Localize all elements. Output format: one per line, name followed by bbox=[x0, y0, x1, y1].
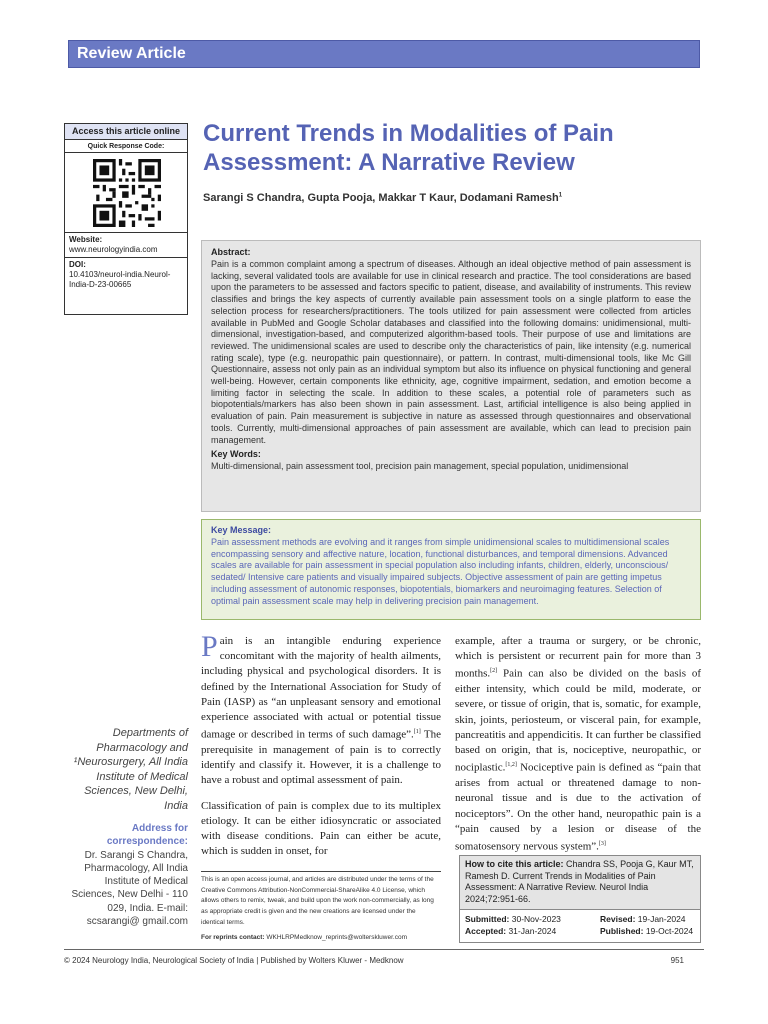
abstract-text: Pain is a common complaint among a spectrum of diseases. Although an ideal objective method of pain assessment is lacking, several validated tools are available for use in clinical research and practice. The tool considerations are based upon the parameters to be assessed and factors specific to patient, disease, and availability of instruments. This review classifies and brings the key aspects of currently available pain assessment tools on a single platform to ease the selection process for researchers/practitioners. The tools utilized for pain assessment were collected from articles available in PubMed and Google Scholar databases and classified into the following domains: unidimensional, multi-dimensional, investigation-based, and computerized algorithm-based tools. Their purpose of use and limitations are reviewed. The unidimensional scales are used to describe only the characteristics of pain, like intensity (e.g. numerical rating scale), type (e.g. neuropathic pain questionnaire), or pattern. In contrast, multi-dimensional tools, like Mc Gill Questionnaire, assess not only pain as an individual symptom but also its influence on physical functioning and general well-being. However, certain components like ethnicity, age, cognitive impairment, sedation, and emotion become a limiting factor in selecting the scale. In addition to these scales, a potential role of parameters such as biopotentials/markers has also been shown in pain assessment. Last, artificial intelligence is also being applied in evaluation of pain. Pain measurement is subjective in nature as assessed through questionnaires and observational tools. Currently, multi-dimensional approaches of pain assessment are available, which can lead to precision pain management. bbox=[211, 259, 691, 445]
citation-box bbox=[459, 855, 701, 943]
footer-copyright: © 2024 Neurology India, Neurological Society of India | Published by Wolters Kluwer - Medknow bbox=[64, 956, 404, 965]
access-title: Access this article online bbox=[65, 124, 187, 140]
cite-label: How to cite this article: bbox=[465, 859, 564, 869]
c2-text-a: example, after a trauma or surgery, or be chronic, which is persistent or recurrent pain for more than 3 months. bbox=[455, 635, 701, 681]
page-number: 951 bbox=[670, 956, 684, 965]
affiliation: Departments of Pharmacology and ¹Neurosurgery, All India Institute of Medical Sciences, New Delhi, India bbox=[73, 727, 188, 812]
abstract-heading: Abstract: bbox=[211, 247, 251, 257]
license-text: This is an open access journal, and articles are distributed under the terms of the Creative Commons Attribution-NonCommercial-ShareAlike 4.0 License, which allows others to remix, tweak, and build upon the work non-commercially, as long as appropriate credit is given and the new creations are licensed under the identical terms. bbox=[201, 876, 434, 926]
submitted-value: 30-Nov-2023 bbox=[509, 914, 561, 924]
accepted-value: 31-Jan-2024 bbox=[506, 926, 557, 936]
published-date bbox=[600, 925, 693, 937]
citation-ref[interactable]: [2] bbox=[490, 668, 498, 675]
article-type-label: Review Article bbox=[77, 45, 186, 62]
citation-ref[interactable]: [3] bbox=[598, 840, 606, 847]
qr-area bbox=[65, 153, 187, 233]
doi-block bbox=[65, 258, 187, 292]
published-value: 19-Oct-2024 bbox=[643, 926, 694, 936]
website-block bbox=[65, 233, 187, 258]
citation-ref[interactable]: [1,2] bbox=[505, 762, 517, 769]
article-title: Current Trends in Modalities of Pain Assessment: A Narrative Review bbox=[203, 120, 614, 176]
correspondence-text: Dr. Sarangi S Chandra, Pharmacology, All India Institute of Medical Sciences, New Delhi - 110 029, India. E-mail: scsarangi@ gmail.com bbox=[71, 849, 188, 928]
revised-date bbox=[600, 913, 693, 925]
body-paragraph-2: Classification of pain is complex due to its multiplex etiology. It can be either idiosyncratic or associated with disease conditions. Pain can either be acute, which is sudden in onset, for bbox=[201, 799, 441, 858]
access-online-box bbox=[64, 123, 188, 315]
qr-code-icon[interactable] bbox=[93, 159, 161, 227]
abstract-box bbox=[201, 240, 701, 512]
author-affiliation-mark: 1 bbox=[558, 192, 563, 199]
p1-text: ain is an intangible enduring experience concomitant with the majority of health ailments, including physical and psychological disorders. It is defined by the International Association for Study of Pain (IASP) as “an unpleasant sensory and emotional experience associated with actual or potential tissue damage or described in terms of such damage”. bbox=[201, 635, 441, 741]
p1-tail: The prerequisite in management of pain is to correctly identify and classify it. However, it is a challenge to have a robust and optimal assessment of pain. bbox=[201, 728, 442, 787]
doi-link[interactable]: 10.4103/neurol-india.Neurol-India-D-23-00665 bbox=[69, 270, 171, 289]
cite-text: Chandra SS, Pooja G, Kaur MT, Ramesh D. Current Trends in Modalities of Pain Assessment: A Narrative Review. Neurol India 2024;72:951-66. bbox=[465, 859, 694, 904]
reprints-line bbox=[201, 933, 441, 944]
license-footnote bbox=[201, 875, 441, 943]
published-label: Published: bbox=[600, 926, 644, 936]
correspondence-label: Address for correspondence: bbox=[106, 823, 188, 848]
keywords-text: Multi-dimensional, pain assessment tool, precision pain management, special population, unidimensional bbox=[211, 461, 629, 472]
key-message-box bbox=[201, 519, 701, 620]
body-column-1 bbox=[201, 630, 442, 870]
dates-left bbox=[465, 913, 561, 937]
body-paragraph-3 bbox=[455, 634, 701, 855]
footer-divider bbox=[64, 949, 704, 950]
key-message-heading: Key Message: bbox=[211, 525, 272, 535]
website-label: Website: bbox=[69, 235, 103, 244]
revised-value: 19-Jan-2024 bbox=[635, 914, 686, 924]
body-column-2 bbox=[455, 634, 701, 865]
dates-right bbox=[600, 913, 693, 937]
doi-label: DOI: bbox=[69, 260, 86, 269]
c2-text-c: Nociceptive pain is defined as “pain that arises from actual or threatened damage to non-neuronal tissue and is due to the activation of nociceptors”. On the other hand, neuropathic pain is a “pain caused by a lesion or disease of the somatosensory nervous system”. bbox=[455, 761, 701, 853]
article-dates bbox=[460, 910, 700, 942]
c2-text-b: Pain can also be divided on the basis of either intensity, which could be mild, moderate, or severe, or tissue of origin, that is, somatic, for example, skin, joints, periosteum, or visceral pain, for example, pancreatitis and appendicitis. It can further be classified based on origin, that is, nociceptive, neuropathic, or nociplastic. bbox=[455, 668, 701, 774]
drop-cap: P bbox=[201, 630, 218, 663]
reprints-email[interactable]: WKHLRPMedknow_reprints@wolterskluwer.com bbox=[264, 933, 407, 941]
revised-label: Revised: bbox=[600, 914, 636, 924]
website-link[interactable]: www.neurologyindia.com bbox=[69, 245, 158, 254]
footnote-divider bbox=[201, 871, 441, 872]
correspondence bbox=[70, 822, 188, 928]
qr-label: Quick Response Code: bbox=[65, 140, 187, 153]
author-list bbox=[203, 192, 562, 204]
submitted-date bbox=[465, 913, 561, 925]
body-paragraph-1 bbox=[201, 630, 442, 789]
author-names: Sarangi S Chandra, Gupta Pooja, Makkar T Kaur, Dodamani Ramesh bbox=[203, 192, 559, 204]
keywords-heading: Key Words: bbox=[211, 449, 261, 460]
citation-ref[interactable]: [1] bbox=[413, 729, 421, 736]
page-footer bbox=[64, 956, 704, 965]
accepted-date bbox=[465, 925, 561, 937]
article-type-banner bbox=[68, 40, 700, 68]
accepted-label: Accepted: bbox=[465, 926, 507, 936]
reprints-label: For reprints contact: bbox=[201, 933, 265, 941]
how-to-cite bbox=[460, 856, 700, 910]
submitted-label: Submitted: bbox=[465, 914, 510, 924]
key-message-text: Pain assessment methods are evolving and it ranges from simple unidimensional scales to multidimensional scales encompassing sensory and affective nature, location, functional disturbances, and temporal dimensions. Advanced scales are available for pain assessment in special population also including infants, children, elderly, unconscious/ sedated/ Intensive care patients and visually impaired subjects. Objective assessment of pain are getting impetus including assessment of autonomic responses, biopotentials, biomarkers and neuroimaging features. Selection of optimal pain assessment scale may help in delivering precision pain management. bbox=[211, 537, 670, 606]
